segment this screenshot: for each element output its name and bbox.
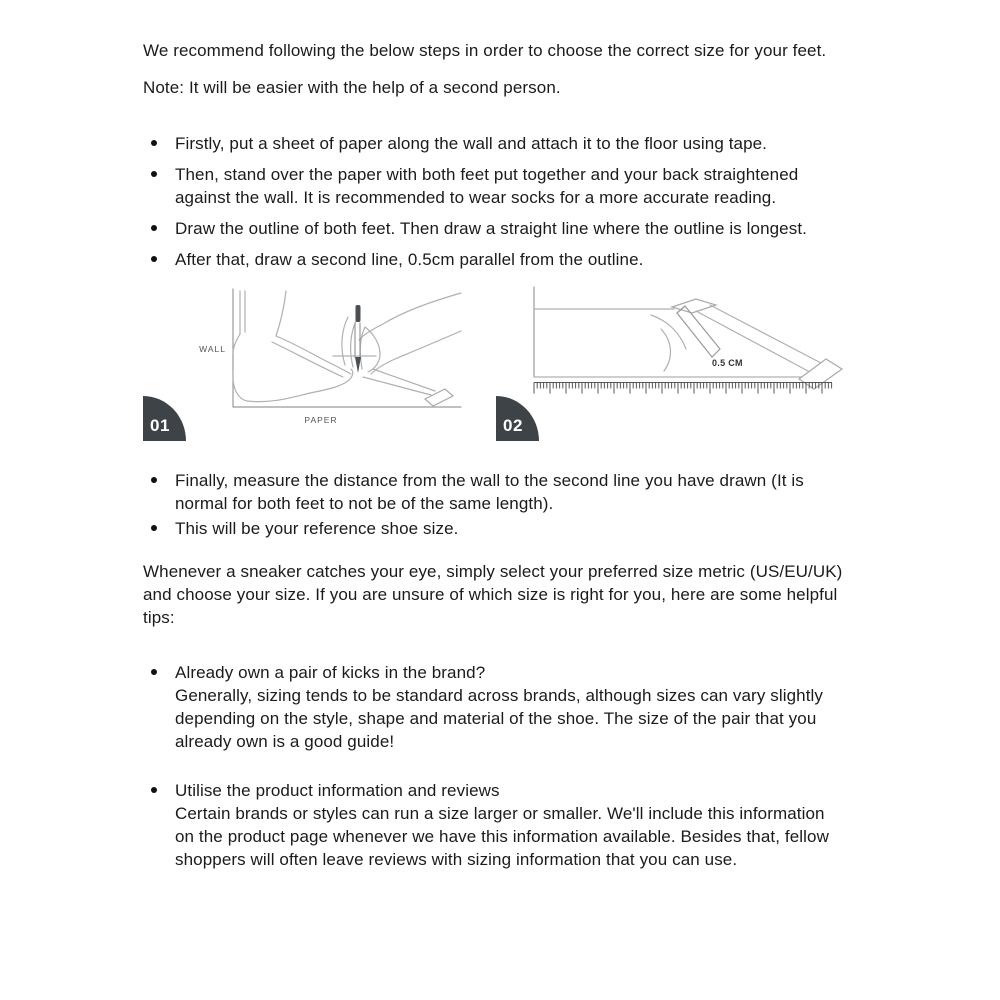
foot-measure-illustration — [143, 279, 465, 441]
list-item — [143, 248, 843, 271]
bullet-icon — [143, 779, 175, 871]
figure-1-number: 01 — [150, 416, 170, 435]
finger-curve-3 — [360, 327, 365, 369]
step-text: This will be your reference shoe size. — [175, 519, 459, 538]
step-text: Firstly, put a sheet of paper along the wall and attach it to the floor using tape. — [175, 134, 768, 153]
ruler-icon — [534, 383, 832, 394]
step-text: After that, draw a second line, 0.5cm parallel from the outline. — [175, 250, 644, 269]
bullet-icon — [143, 163, 175, 209]
note-paragraph: Note: It will be easier with the help of a second person. — [143, 78, 561, 97]
instruction-figures — [143, 279, 863, 441]
bullet-icon — [143, 469, 175, 515]
toe-outline-curve-1 — [651, 315, 686, 349]
drawn-outline-line — [272, 342, 343, 377]
hand-wrist-line — [359, 293, 461, 340]
step-text: Draw the outline of both feet. Then draw a straight line where the outline is longest. — [175, 219, 807, 238]
bullet-icon — [143, 517, 175, 540]
figure-foot-against-wall — [143, 279, 465, 441]
wall-label: WALL — [199, 344, 226, 354]
figure-2-number: 02 — [503, 416, 523, 435]
shin-line — [276, 291, 286, 336]
tip-body: Generally, sizing tends to be standard across brands, although sizes can vary slightly depending on the style, shape and material of the shoe. The size of the pair that you already own is a good guide! — [175, 686, 824, 751]
step-text: Finally, measure the distance from the wall to the second line you have drawn (It is normal for both feet to not be of the same length). — [175, 471, 804, 513]
tape-piece — [425, 389, 453, 406]
step-text: Then, stand over the paper with both feet put together and your back straightened against the wall. It is recommended to wear socks for a more accurate reading. — [175, 165, 799, 207]
bullet-icon — [143, 217, 175, 240]
bullet-icon — [143, 248, 175, 271]
finger-curve-1 — [342, 317, 348, 365]
tip-title: Utilise the product information and reviews — [175, 781, 500, 800]
tip-body: Certain brands or styles can run a size larger or smaller. We'll include this information on the product page whenever we have this information available. Besides that, fellow shoppers will often leave reviews with sizing information that you can use. — [175, 804, 829, 869]
list-item — [143, 779, 843, 871]
tip-title: Already own a pair of kicks in the brand? — [175, 663, 486, 682]
list-item — [143, 469, 843, 515]
bullet-icon — [143, 132, 175, 155]
paper-label: PAPER — [304, 415, 338, 425]
pencil-tip — [355, 357, 361, 373]
list-item — [143, 517, 843, 540]
parallel-line-illustration — [496, 279, 858, 441]
guide-line-2 — [710, 305, 821, 363]
tape-piece-bottom — [799, 359, 842, 389]
foot-top-line — [276, 336, 351, 374]
tip-text — [175, 779, 843, 871]
tips-list — [143, 661, 843, 871]
tips-intro-paragraph: Whenever a sneaker catches your eye, simply select your preferred size metric (US/EU/UK) and choose your size. If you are unsure of which size is right for you, here are some helpful tips: — [143, 562, 843, 627]
measuring-steps-list — [143, 132, 843, 271]
bullet-icon — [143, 661, 175, 753]
pencil-top — [356, 305, 361, 322]
pencil-side-1 — [677, 313, 712, 357]
offset-distance-label: 0.5 CM — [712, 358, 743, 368]
figure-parallel-line — [496, 279, 858, 441]
knuckle-curve — [365, 327, 380, 372]
pencil-ends — [677, 306, 720, 357]
tip-text — [175, 661, 843, 753]
list-item — [143, 661, 843, 753]
list-item — [143, 163, 843, 209]
list-item — [143, 217, 843, 240]
toe-outline-curve-2 — [661, 329, 670, 371]
thumb-curve — [371, 331, 461, 374]
intro-paragraph: We recommend following the below steps in order to choose the correct size for your feet. — [143, 41, 827, 60]
list-item — [143, 132, 843, 155]
final-steps-list — [143, 469, 843, 540]
pencil-side-2 — [685, 306, 720, 349]
